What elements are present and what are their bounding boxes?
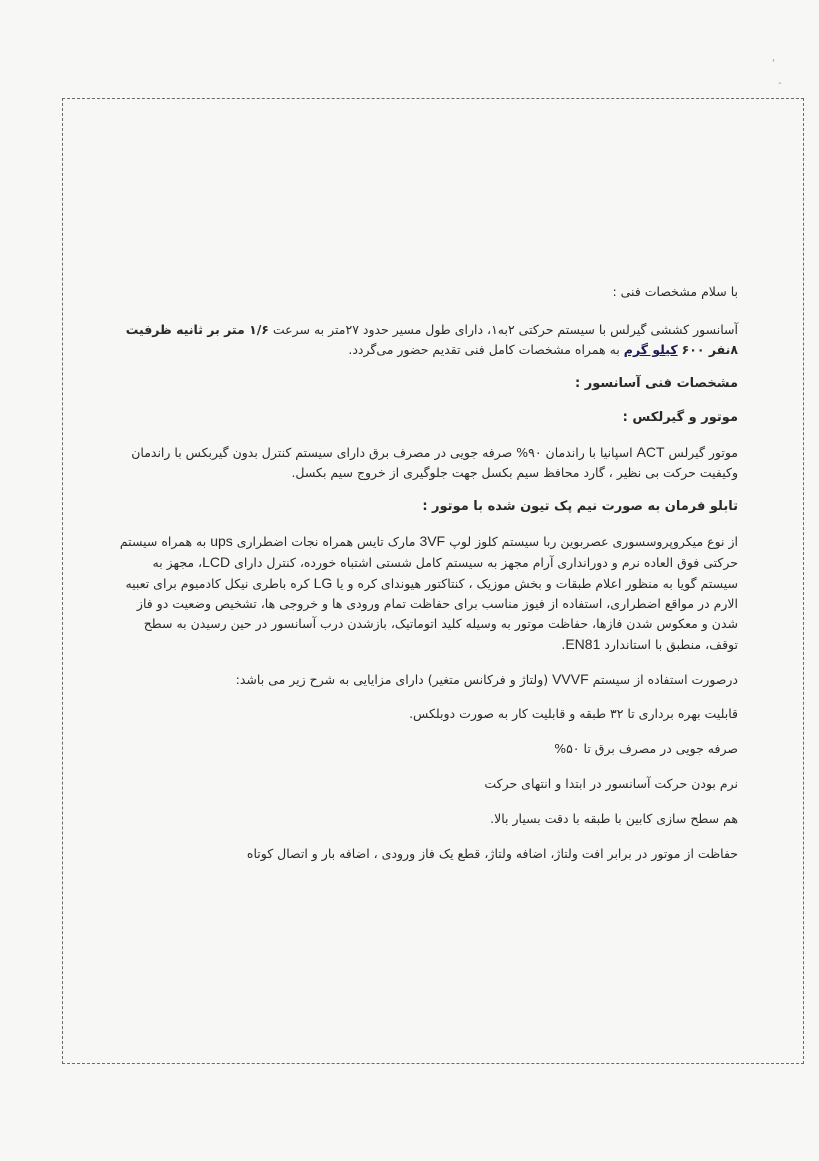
motor-brand: ACT bbox=[636, 444, 665, 460]
vvvf-paragraph bbox=[118, 669, 738, 690]
heading-control-panel: تابلو فرمان به صورت نیم پک تیون شده با موتور : bbox=[422, 499, 738, 514]
motor-text-pre: موتور گیرلس bbox=[664, 445, 738, 460]
intro-paragraph bbox=[118, 320, 738, 360]
scan-mark-top: ' bbox=[772, 58, 775, 69]
intro-text: آسانسور کششی گیرلس با سیستم حرکتی ۲به۱، دارای طول مسیر حدود ۲۷متر به سرعت bbox=[268, 322, 738, 337]
vvvf-label: VVVF bbox=[552, 671, 589, 687]
panel-text-6: . bbox=[561, 637, 566, 652]
panel-lcd: LCD bbox=[202, 554, 231, 570]
feature-item: حفاظت از موتور در برابر افت ولتاژ، اضافه ولتاژ، قطع یک فاز ورودی ، اضافه بار و اتصال کوتاه bbox=[246, 846, 738, 861]
intro-unit: کیلو گرم bbox=[623, 342, 678, 357]
panel-text-2: مارک تایس همراه نجات اضطراری bbox=[232, 534, 420, 549]
heading-elevator-specs: مشخصات فنی آسانسور : bbox=[574, 376, 738, 391]
panel-text-5: کره باطری نیکل کادمیوم برای تعبیه الارم در مواقع اضطراری، استفاده از فیوز مناسب برای حفاظت تمام ورودی ها و خروجی ها، تشخیص وضعیت دو فاز شدن و معکوس شدن فازها، حفاظت موتور به وسیله کلید اتوماتیک، بازشدن درب آسانسور در حین رسیدن به سطح توقف، منطبق با استاندارد bbox=[125, 576, 738, 652]
feature-item: قابلیت بهره برداری تا ۳۲ طبقه و قابلیت کار به صورت دوبلکس. bbox=[409, 706, 738, 721]
motor-text-post: اسپانیا با راندمان ۹۰% صرفه جویی در مصرف برق دارای سیستم کنترل بدون گیربکس با راندمان وکیفیت حرکت بی نظیر ، گارد محافظ سیم بکسل جهت جلوگیری از خروج سیم بکسل. bbox=[131, 445, 738, 480]
panel-vf: 3VF bbox=[419, 533, 446, 549]
vvvf-text-1: درصورت استفاده از سیستم bbox=[588, 672, 738, 687]
motor-paragraph bbox=[118, 442, 738, 483]
greeting: با سلام مشخصات فنی : bbox=[612, 284, 738, 299]
intro-text-end: به همراه مشخصات کامل فنی تقدیم حضور می‌گردد. bbox=[348, 342, 624, 357]
vvvf-text-2: (ولتاژ و فرکانس متغیر) دارای مزایایی به شرح زیر می باشد: bbox=[235, 672, 553, 687]
feature-item: صرفه جویی در مصرف برق تا ۵۰% bbox=[554, 741, 738, 756]
panel-paragraph bbox=[118, 531, 738, 655]
panel-text-1: از نوع میکروپروسسوری عصربوین ربا سیستم کلوز لوپ bbox=[445, 534, 738, 549]
scan-mark-side: - bbox=[778, 78, 782, 89]
panel-standard: EN81 bbox=[565, 636, 601, 652]
heading-motor: موتور و گیرلکس : bbox=[622, 410, 738, 425]
letter-body bbox=[118, 282, 738, 879]
panel-lg: LG bbox=[313, 575, 333, 591]
panel-text-4: ، مجهز به سیستم گویا به منظور اعلام طبقات و بخش موزیک ، کنتاکتور هیوندای کره و یا bbox=[152, 555, 738, 591]
feature-item: نرم بودن حرکت آسانسور در ابتدا و انتهای حرکت bbox=[484, 776, 738, 791]
intro-speed: ۱/۶ متر بر ثانیه ظرفیت ۸نفر ۶۰۰ bbox=[125, 322, 738, 357]
panel-ups: ups bbox=[210, 533, 233, 549]
panel-text-3: به همراه سیستم حرکتی فوق العاده نرم و دورانداری آرام مجهز به سیستم کامل شستی اشتباه خورده، کنترل دارای bbox=[119, 534, 738, 570]
feature-item: هم سطح سازی کابین با طبقه با دقت بسیار بالا. bbox=[490, 811, 738, 826]
